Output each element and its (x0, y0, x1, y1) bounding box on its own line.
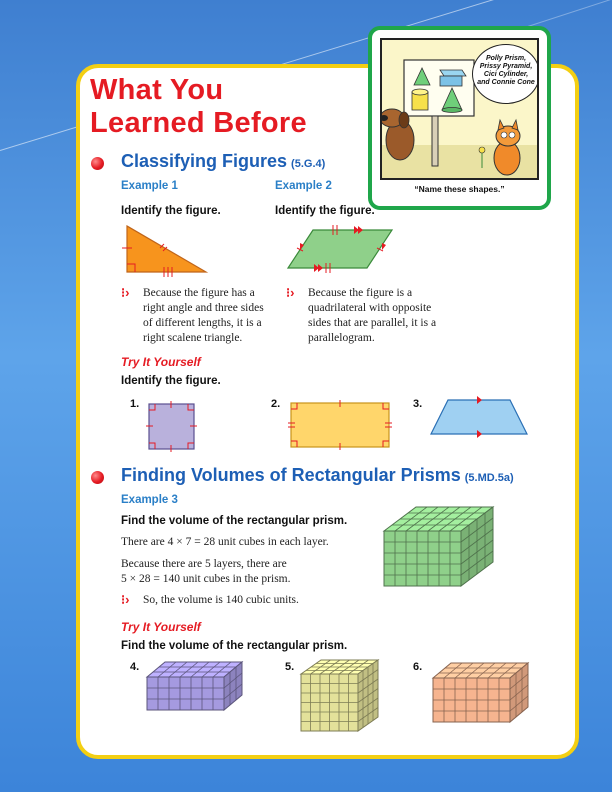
section-heading-classifying (121, 151, 325, 172)
example-2-label: Example 2 (275, 180, 332, 192)
example-3-label: Example 3 (121, 494, 178, 506)
prism-front-face (384, 531, 461, 586)
try-it-yourself-label: Try It Yourself (121, 355, 201, 369)
comic-illustration (380, 38, 539, 180)
example-3-instruction: Find the volume of the rectangular prism. (121, 515, 348, 527)
prism-exercise-6-figure (431, 661, 561, 741)
example-3-conclusion: So, the volume is 140 cubic units. (143, 594, 299, 606)
title-line-1: What You (90, 74, 224, 106)
example-1-answer: Because the figure has a right angle and three sides of different lengths, it is a right scalene triangle. (143, 287, 264, 344)
comic-caption: “Name these shapes.” (414, 184, 505, 194)
page-title (90, 74, 307, 140)
prism-exercise-4-figure (145, 660, 275, 740)
standard-code: (5.MD.5a) (464, 472, 514, 484)
parallelogram-figure (288, 228, 398, 278)
exercise-number: 5. (285, 661, 295, 673)
example-2-answer: Because the figure is a quadrilateral with opposite sides that are parallel, it is a parallelogram. (308, 287, 437, 344)
example-3-line-1: There are 4 × 7 = 28 unit cubes in each layer. (121, 536, 329, 548)
try-it-yourself-label: Try It Yourself (121, 620, 201, 634)
exercise-number: 2. (271, 398, 281, 410)
example-prism-figure (382, 505, 532, 605)
square-figure (149, 404, 197, 452)
section-bullet-icon (91, 157, 104, 170)
standard-code: (5.G.4) (291, 158, 326, 170)
example-3-line-2a: Because there are 5 layers, there are (121, 558, 287, 570)
answer-arrow-icon: ⁝› (286, 285, 295, 300)
title-line-2: Learned Before (90, 107, 307, 139)
speech-bubble: Polly Prism, Prissy Pyramid, Cici Cylinder, and Connie Cone (472, 44, 539, 104)
example-1-label: Example 1 (121, 180, 178, 192)
section-heading-text: Classifying Figures (121, 151, 288, 171)
trapezoid-figure (431, 400, 531, 440)
try-instruction: Find the volume of the rectangular prism. (121, 640, 348, 652)
prism-exercise-5-figure (299, 658, 399, 748)
exercise-number: 4. (130, 661, 140, 673)
section-heading-text: Finding Volumes of Rectangular Prisms (121, 465, 461, 485)
answer-arrow-icon: ⁝› (121, 592, 130, 607)
example-3-line-2b: 5 × 28 = 140 unit cubes in the prism. (121, 573, 291, 585)
comic-panel (368, 26, 551, 210)
exercise-number: 1. (130, 398, 140, 410)
section-heading-volumes (121, 465, 514, 486)
exercise-number: 3. (413, 398, 423, 410)
prism-front-face (147, 677, 224, 710)
section-bullet-icon (91, 471, 104, 484)
example-1-instruction: Identify the figure. (121, 205, 221, 217)
example-2-instruction: Identify the figure. (275, 205, 375, 217)
exercise-number: 6. (413, 661, 423, 673)
right-scalene-triangle-figure (124, 224, 224, 284)
answer-arrow-icon: ⁝› (121, 285, 130, 300)
rectangle-figure (291, 403, 393, 451)
try-instruction: Identify the figure. (121, 375, 221, 387)
